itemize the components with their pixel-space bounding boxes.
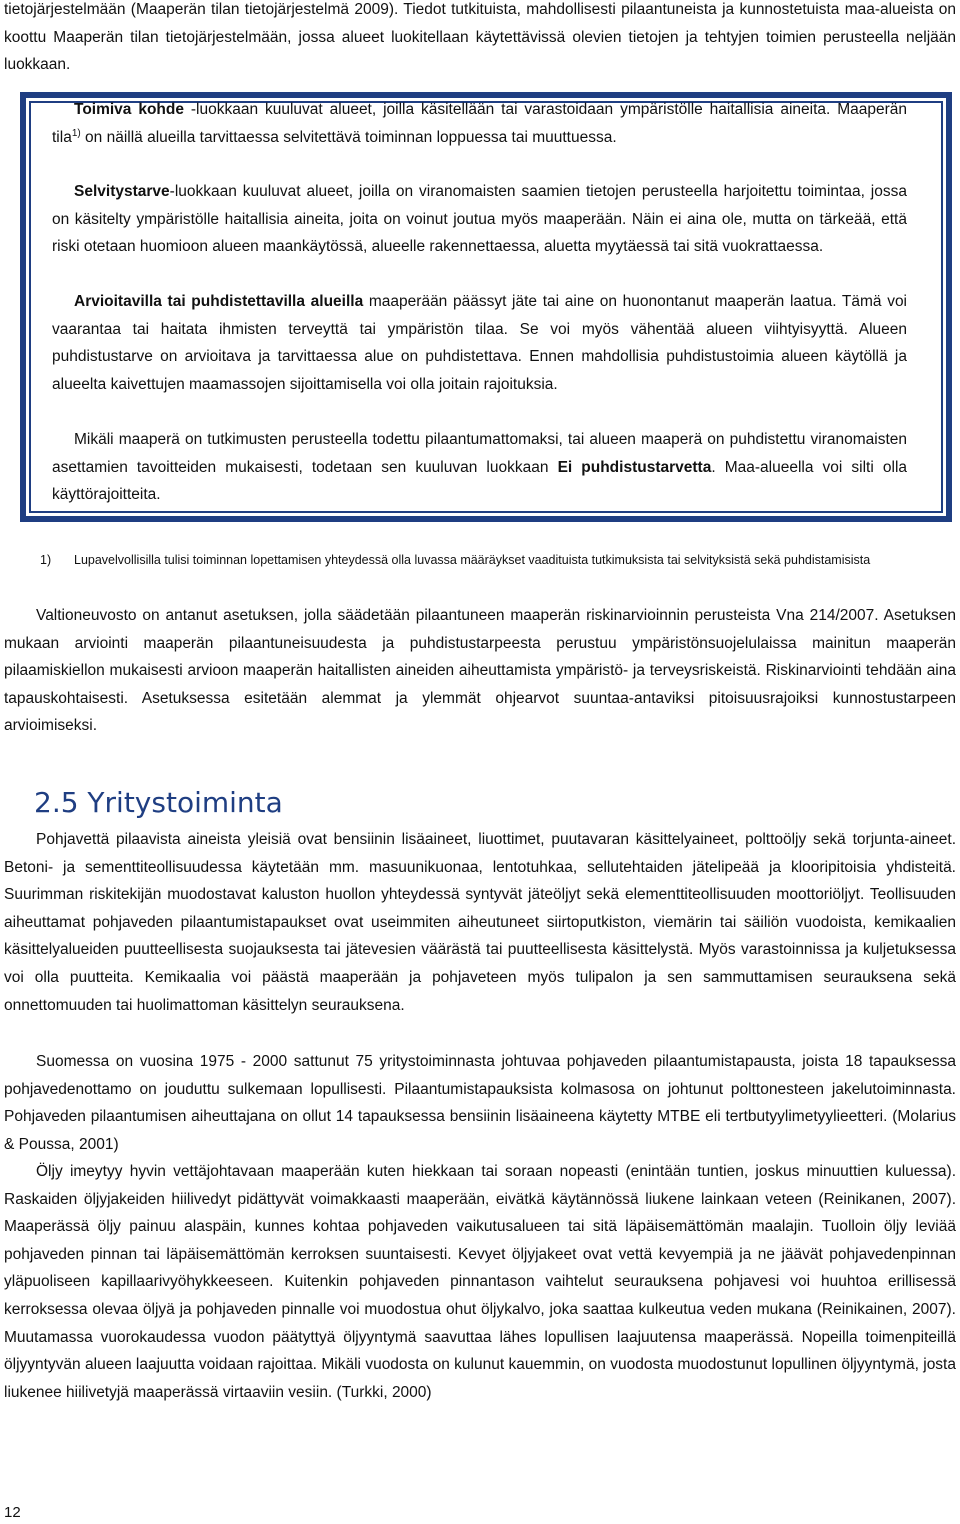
footnote [40, 548, 956, 596]
footnote-ref: 1) [71, 127, 81, 139]
term-arvioitavilla: Arvioitavilla tai puhdistettavilla alueilla [74, 293, 364, 310]
box-paragraph-ei-puhdistustarvetta: Mikäli maaperä on tutkimusten perusteella todettu pilaantumattomaksi, tai alueen maaperä on puhdistettu viranomaisten asettamien tavoitteiden mukaisesti, todetaan sen kuuluvan luokkaan Ei puhdistustarvetta. Maa-alueella voi silti olla käyttörajoitteita. [52, 431, 908, 504]
footnote-number: 1) [40, 553, 52, 567]
term-ei-puhdistustarvetta: Ei puhdistustarvetta [557, 458, 712, 476]
section-number: 2.5 [34, 786, 79, 819]
box-paragraph-toimiva-kohde: Toimiva kohde -luokkaan kuuluvat alueet, joilla käsitellään tai varastoidaan ympäristölle haitallisia aineita. Maaperän tila$^{1)}$ on näillä alueilla tarvittaessa selvitettävä toiminnan loppuessa tai muuttuessa. [52, 101, 908, 146]
box-paragraph-selvitystarve: Selvitystarve-luokkaan kuuluvat alueet, joilla on viranomaisten saamien tietojen perusteella harjoitettu toimintaa, jossa on käsitelty ympäristölle haitallisia aineita, joita on voinut joutua myös maaperään. Näin ei aina ole, mutta on tärkeää, että riski otetaan huomioon alueen maankäytössä, alueelle rakennettaessa, aluetta myytäessä tai sitä vuokrattaessa. [52, 183, 907, 256]
term-selvitystarve: Selvitystarve [74, 183, 170, 200]
section-heading [34, 786, 283, 819]
paragraph-vna: Valtioneuvosto on antanut asetuksen, jolla säädetään pilaantuneen maaperän riskinarvioinnin perusteista Vna 214/2007. Asetuksen mukaan arviointi maaperän pilaantuneisuudesta ja puhdistustarpeesta perustuu ympäristönsuojelulaissa mainitun maaperän pilaamiskiellon mukaisesti arvioon maaperän haitallisten aineiden aiheuttamista ympäristö- ja terveysriskeistä. Riskinarviointi tehdään aina tapauskohtaisesti. Asetuksessa esitetään alemmat ja ylemmät ohjearvot suuntaa-antaviksi pitoisuusrajoiksi kunnostustarpeen arvioimiseksi. [4, 607, 956, 735]
term-toimiva-kohde: Toimiva kohde [74, 101, 184, 118]
box-paragraph-arvioitavilla: Arvioitavilla tai puhdistettavilla alueilla maaperään päässyt jäte tai aine on huonontanut maaperän laatua. Tämä voi vaarantaa tai haitata ihmisten terveyttä tai ympäristön tilaa. Se voi myös vähentää alueen viihtyisyyttä. Alueen puhdistustarve on arvioitava ja tarvittaessa alue on puhdistettava. Ennen mahdollisia puhdistustoimia alueen käytöllä ja alueelta kaivettujen maamassojen sijoittamisella voi olla joitain rajoituksia. [52, 293, 908, 393]
paragraph-pohjavetta: Pohjavettä pilaavista aineista yleisiä ovat bensiinin lisäaineet, liuottimet, puutavaran käsittelyaineet, polttoöljy sekä torjunta-aineet. Betoni- ja sementtiteollisuudessa käytetään mm. masuunikuonaa, lentotuhkaa, sellutehtaiden jätelipeää ja klooripitoisia yhdisteitä. Suurimman riskitekijän muodostavat kaluston huollon yhteydessä syntyvät jäteöljyt sekä elementtiteollisuuden moottoriöljyt. Teollisuuden aiheuttamat pohjaveden pilaantumistapaukset ovat useimmiten aiheutuneet siirtoputkiston, viemärin tai säiliön vuodoista, kemikaalien käsittelyalueiden puutteellisesta suojauksesta tai jätevesien väärästä tai puutteellisesta käsittelystä. Myös varastoinnissa ja kuljetuksessa voi olla puutteita. Kemikaalia voi päästä maaperään ja pohjaveteen myös tulipalon ja sen sammuttamisen seurauksena sekä onnettomuuden tai huolimattoman käsittelyn seurauksena. [4, 831, 956, 1014]
intro-paragraph: tietojärjestelmään (Maaperän tilan tietojärjestelmä 2009). Tiedot tutkituista, mahdollisesti pilaantuneista ja kunnostetuista maa-alueista on koottu Maaperän tilan tietojärjestelmään, jossa alueet luokitellaan käytettävissä olevien tietojen ja tehtyjen toimien perusteella neljään luokkaan. [4, 1, 956, 74]
paragraph-suomessa: Suomessa on vuosina 1975 - 2000 sattunut 75 yritystoiminnasta johtuvaa pohjaveden pilaantumistapausta, joista 18 tapauksessa pohjavedenottamo on jouduttu sulkemaan lopullisesti. Pilaantumistapauksista kolmasosa on johtunut polttonesteen jakelutoiminnasta. Pohjaveden pilaantumisen aiheuttajana on ollut 14 tapauksessa bensiinin lisäaineena käytetty MTBE eli tertbutyylimetyylieetteri. (Molarius & Poussa, 2001) [4, 1053, 956, 1153]
paragraph-oljy: Öljy imeytyy hyvin vettäjohtavaan maaperään kuten hiekkaan tai soraan nopeasti (enintään tuntien, joskus minuuttien kuluessa). Raskaiden öljyjakeiden hiilivedyt pidättyvät voimakkaasti maaperään, eivätkä käytännössä liukene lainkaan veteen (Reinikanen, 2007). Maaperässä öljy painuu alaspäin, kunnes kohtaa pohjaveden vaikutusalueen tai sitä läpäisemättömän maalajin. Tuolloin öljy leviää pohjaveden pinnan tai läpäisemättömän kerroksen suuntaisesti. Kevyet öljyjakeet ovat vettä kevyempiä ja ne jäävät pohjavedenpinnan yläpuoliseen kapillaarivyöhykkeeseen. Kuitenkin pohjaveden pinnantason vaihtelut seurauksena pohjavesi voi huuhtoa erillisessä kerroksessa olevaa öljyä ja pohjaveden pinnalle voi muodostua ohut öljykalvo, joka saattaa kulkeutua veden mukana (Reinikainen, 2007). Muutamassa vuorokaudessa vuodon päätyttyä öljyyntymä saavuttaa lähes lopullisen laajuutensa maaperässä. Nopeilla toimenpiteillä öljyyntyvän alueen laajuutta voidaan rajoittaa. Mikäli vuodosta on kulunut kauemmin, on vuodosta muodostunut lopullinen öljyyntymä, josta liukenee hiilivetyjä maaperässä virtaaviin vesiin. (Turkki, 2000) [4, 1163, 956, 1401]
page-number: 12 [4, 1504, 21, 1521]
footnote-text: Lupavelvollisilla tulisi toiminnan lopettamisen yhteydessä olla luvassa määräykset vaadituista tutkimuksista tai selvityksistä sekä puhdistamisista [74, 553, 871, 567]
section-title: Yritystoiminta [78, 786, 283, 819]
